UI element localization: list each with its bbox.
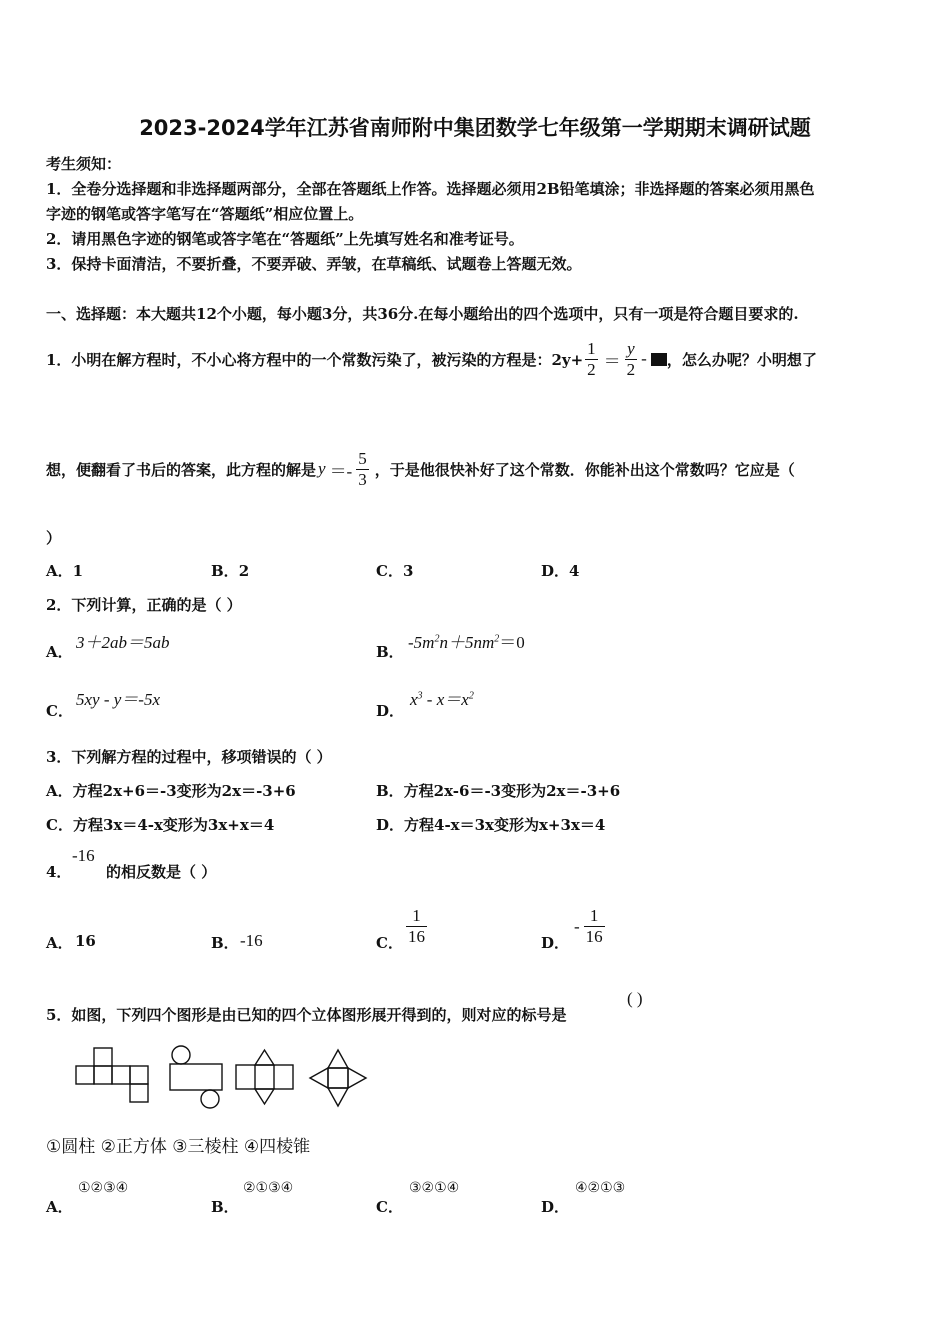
exponent: 3	[417, 690, 423, 702]
q1-text-c: 想，便翻看了书后的答案，此方程的解是	[46, 460, 317, 479]
q1-fraction-1-den: 2	[587, 359, 596, 379]
option-letter: D．	[541, 562, 570, 580]
option-value: 4	[569, 562, 580, 580]
fraction-den: 16	[408, 927, 425, 946]
q3-option-b: B．方程2x-6＝-3变形为2x＝-3+6	[376, 782, 621, 800]
q2-option-a-expr: 3＋2ab＝5ab	[76, 633, 170, 652]
q4-option-c-fraction	[406, 906, 427, 947]
q4-option-b-value: -16	[240, 931, 263, 950]
q4-option-c-letter: C．	[376, 934, 403, 952]
page-title: 2023-2024学年江苏省南师附中集团数学七年级第一学期期末调研试题	[139, 116, 811, 140]
q5-shape-list: ①圆柱 ②正方体 ③三棱柱 ④四棱锥	[46, 1137, 311, 1157]
exponent: 2	[434, 633, 440, 645]
q4-option-d-letter: D．	[541, 934, 570, 952]
q4-expr: -16	[72, 846, 95, 865]
cube-net-figure	[76, 1048, 148, 1102]
q4-text: 的相反数是（ ）	[106, 863, 217, 881]
q5-option-c-letter: C．	[376, 1198, 403, 1216]
q2-option-d-expr	[410, 685, 474, 710]
q2-option-c-letter: C．	[46, 702, 73, 720]
question-5: 5．如图，下列四个图形是由已知的四个立体图形展开得到的，则对应的标号是	[46, 1006, 567, 1024]
question-3: 3．下列解方程的过程中，移项错误的（ ）	[46, 748, 332, 766]
q3-option-a: A．方程2x+6＝-3变形为2x＝-3+6	[46, 782, 296, 800]
option-letter: B．	[211, 562, 239, 580]
fraction-num: 1	[584, 906, 605, 927]
notice-item-3: 3．保持卡面清洁，不要折叠，不要弄破、弄皱，在草稿纸、试题卷上答题无效。	[46, 255, 582, 273]
fraction-den: 16	[585, 927, 603, 946]
q4-option-a-value: 16	[75, 932, 96, 950]
q1-solution-num: 5	[358, 448, 367, 468]
expr-part: ＝0	[499, 633, 525, 652]
pyramid-net-figure	[310, 1050, 366, 1106]
notice-item-2: 2．请用黑色字迹的钢笔或答字笔在“答题纸”上先填写姓名和准考证号。	[46, 230, 524, 248]
q5-option-b-letter: B．	[211, 1198, 239, 1216]
q1-fraction-1	[585, 339, 598, 380]
expr-part: n＋5nm	[439, 633, 495, 652]
fraction-sign: -	[574, 916, 580, 936]
q1-option-c	[376, 560, 413, 581]
notice-heading: 考生须知：	[46, 155, 122, 173]
notice-item-1: 1．全卷分选择题和非选择题两部分，全部在答题纸上作答。选择题必须用2B铅笔填涂；非选择题的答案必须用黑色	[46, 180, 815, 198]
q2-option-b-letter: B．	[376, 643, 404, 661]
q4-option-a-letter: A．	[46, 934, 73, 952]
expr-part: x	[410, 690, 418, 709]
q5-answer-paren: ( )	[627, 989, 643, 1008]
q1-fraction-1-num: 1	[587, 338, 596, 358]
option-letter: C．	[376, 562, 403, 580]
q3-option-d: D．方程4-x＝3x变形为x+3x＝4	[376, 816, 606, 834]
q5-option-d-letter: D．	[541, 1198, 570, 1216]
option-value: 3	[402, 562, 414, 580]
q2-option-d-letter: D．	[376, 702, 405, 720]
expr-part: -5m	[408, 633, 435, 652]
option-letter: A．	[46, 562, 73, 580]
net-figures	[60, 1038, 380, 1118]
exponent: 2	[468, 690, 474, 702]
q5-option-c-value: ③②①④	[409, 1180, 460, 1196]
section-heading: 一、选择题：本大题共12个小题，每小题3分，共36分.在每小题给出的四个选项中，只有一项是符合题目要求的.	[46, 305, 799, 323]
q1-text-e: ）	[46, 529, 62, 547]
question-2: 2．下列计算，正确的是（ ）	[46, 596, 242, 614]
q1-solution-fraction	[356, 449, 369, 490]
q1-solution-den: 3	[358, 469, 367, 489]
option-value: 2	[238, 562, 250, 580]
q4-option-b-letter: B．	[211, 934, 239, 952]
q2-option-b-expr	[408, 628, 525, 653]
q1-text-b: ，怎么办呢？小明想了	[666, 350, 817, 369]
expr-part: - x＝x	[422, 690, 469, 709]
ink-blot-icon	[651, 353, 667, 366]
exponent: 2	[494, 633, 500, 645]
q1-option-d	[541, 560, 579, 581]
q1-solution-var: y	[318, 459, 326, 478]
q4-option-d-fraction	[574, 906, 605, 947]
q1-fraction-2-num: y	[625, 339, 638, 360]
q5-option-a-letter: A．	[46, 1198, 73, 1216]
question-1-line-1	[46, 330, 817, 388]
q1-option-a	[46, 560, 83, 581]
q2-option-a-letter: A．	[46, 643, 73, 661]
q1-fraction-2-den: 2	[626, 359, 636, 379]
question-1-line-2	[46, 440, 795, 498]
q2-option-c-expr: 5xy - y＝-5x	[76, 690, 161, 709]
cylinder-net-figure	[170, 1046, 222, 1108]
q1-fraction-2	[625, 339, 638, 380]
q5-option-b-value: ②①③④	[243, 1180, 294, 1196]
q5-option-a-value: ①②③④	[78, 1180, 129, 1196]
q1-text-a: 1．小明在解方程时，不小心将方程中的一个常数污染了，被污染的方程是：2y+	[46, 350, 584, 369]
q5-option-d-value: ④②①③	[575, 1180, 626, 1196]
q1-solution-eq: ＝-	[329, 461, 353, 481]
fraction-num: 1	[406, 906, 427, 927]
q4-number: 4．	[46, 863, 72, 881]
option-value: 1	[72, 562, 84, 580]
q1-minus: -	[641, 349, 647, 368]
q1-option-b	[211, 560, 249, 581]
q1-text-d: ，于是他很快补好了这个常数．你能补出这个常数吗？它应是（	[374, 460, 795, 479]
notice-item-1-cont: 字迹的钢笔或答字笔写在“答题纸”相应位置上。	[46, 205, 364, 223]
q1-equals: ＝	[603, 351, 621, 371]
prism-net-figure	[236, 1050, 293, 1104]
q3-option-c: C．方程3x＝4-x变形为3x+x＝4	[46, 816, 275, 834]
